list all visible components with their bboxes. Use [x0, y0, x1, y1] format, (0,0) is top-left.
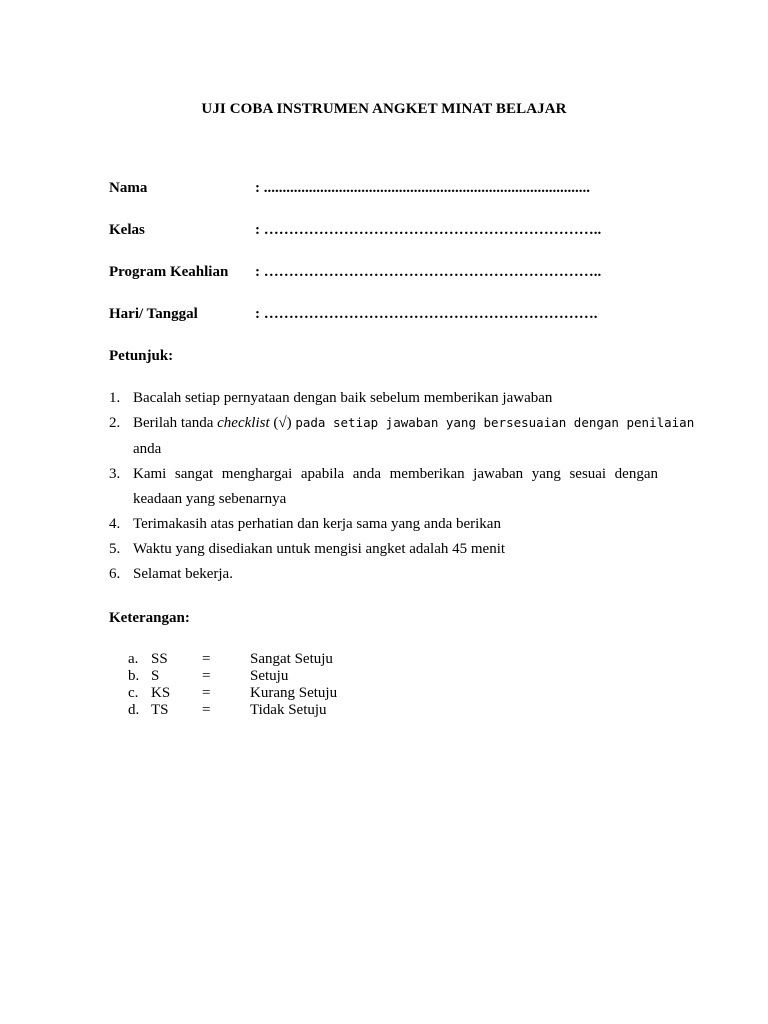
field-fill-line-program-keahlian: : ………………………………………………………….. — [255, 264, 602, 280]
field-fill-line-hari-tanggal: : …………………………………………………………. — [255, 306, 598, 322]
checkmark-symbol: (√) — [269, 415, 296, 431]
instruction-number: 4. — [109, 516, 121, 532]
keterangan-heading: Keterangan: — [109, 610, 190, 626]
instruction-text-part: Berilah tanda — [133, 415, 218, 431]
instruction-text: Selamat bekerja. — [133, 566, 233, 582]
field-label-kelas: Kelas — [109, 222, 145, 238]
legend-letter: a. — [128, 651, 139, 667]
field-label-nama: Nama — [109, 180, 148, 196]
instruction-text: Waktu yang disediakan untuk mengisi angket adalah 45 menit — [133, 541, 506, 557]
legend-code: KS — [151, 685, 171, 701]
instruction-number: 5. — [109, 541, 121, 557]
instruction-number: 3. — [109, 466, 121, 482]
field-program-keahlian — [109, 264, 669, 284]
instruction-italic-term: checklist — [217, 415, 270, 431]
field-fill-line-kelas: : ………………………………………………………….. — [255, 222, 602, 238]
field-hari-tanggal — [109, 306, 669, 326]
document-title: UJI COBA INSTRUMEN ANGKET MINAT BELAJAR — [201, 101, 567, 117]
legend-meaning: Setuju — [250, 668, 289, 684]
field-label-hari-tanggal: Hari/ Tanggal — [109, 306, 198, 322]
instruction-text: Terimakasih atas perhatian dan kerja sama yang anda berikan — [133, 516, 501, 532]
legend-equals: = — [202, 702, 211, 718]
instruction-text: Bacalah setiap pernyataan dengan baik sebelum memberikan jawaban — [133, 390, 553, 406]
instruction-text-line: Kami sangat menghargai apabila anda memberikan jawaban yang sesuai dengan — [133, 466, 658, 482]
legend-meaning: Kurang Setuju — [250, 685, 338, 701]
legend-letter: d. — [128, 702, 140, 718]
legend-letter: c. — [128, 685, 139, 701]
legend-equals: = — [202, 668, 211, 684]
instruction-text-continuation: keadaan yang sebenarnya — [133, 491, 287, 507]
legend-letter: b. — [128, 668, 140, 684]
legend-equals: = — [202, 685, 211, 701]
legend-meaning: Sangat Setuju — [250, 651, 333, 667]
legend-code: SS — [151, 651, 168, 667]
legend-equals: = — [202, 651, 211, 667]
field-kelas — [109, 222, 669, 242]
legend-code: TS — [151, 702, 169, 718]
instruction-text-continuation: anda — [133, 441, 162, 457]
legend-meaning: Tidak Setuju — [250, 702, 327, 718]
instruction-number: 2. — [109, 415, 121, 431]
instruction-number: 6. — [109, 566, 121, 582]
petunjuk-heading: Petunjuk: — [109, 348, 174, 364]
legend-code: S — [151, 668, 160, 684]
instruction-text-part: pada setiap jawaban yang bersesuaian dengan penilaian — [295, 415, 695, 430]
instruction-text-line — [133, 415, 695, 432]
field-fill-line-nama: : ....................................................................................... — [255, 180, 590, 196]
field-nama — [109, 180, 669, 200]
field-label-program-keahlian: Program Keahlian — [109, 264, 229, 280]
instruction-number: 1. — [109, 390, 121, 406]
